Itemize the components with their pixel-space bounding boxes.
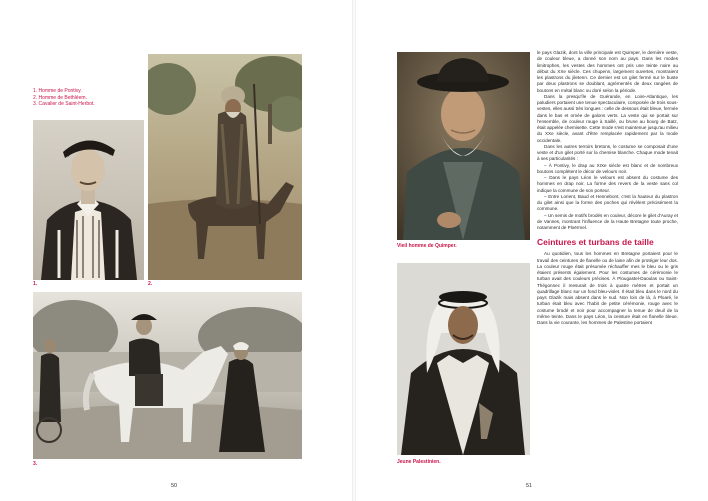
page-number: 51	[526, 483, 533, 489]
body-paragraph: – Entre Lorient, Baud et Hennebont, c'est la hauteur du plastron du gilet ainsi que la forme des poches qui révèlent précisément la commune.	[537, 193, 678, 212]
photo-caption-list	[33, 88, 95, 108]
body-paragraph: Dans la presqu'île de Guérande, en Loire-Atlantique, les paludiers portaient une tenue spectaculaire, composée de trois sous-vestes, elles aussi très longues : celle de dessous était bleue, fermée dans le bas et ornée de galons verts. La veste qui se portait sur l'ensemble, de couleur rouge à Saillé, ou brune au bourg de Batz, était appelée chemisette. Cette mode s'est maintenue jusqu'au milieu du XXe siècle, avant d'être remplacée rapidement par la mode occidentale.	[537, 93, 678, 143]
photo-man-bethlehem	[148, 54, 302, 280]
body-paragraph: Dans les autres terroirs bretons, le costume se composait d'une veste et d'un gilet porté sur la chemise blanche. Chaque mode tenait à ses particularités :	[537, 143, 678, 162]
photo-man-pontivy	[33, 120, 144, 280]
section-heading: Ceintures et turbans de taille	[537, 237, 654, 248]
photo-rider-saint-herbot	[33, 292, 302, 459]
photo-label: 2.	[148, 281, 153, 287]
body-text-column	[537, 50, 678, 326]
body-paragraph: – Dans le pays Léon le velours est absent du costume des hommes en drap noir. La forme des revers de la veste sans col indique la commune de son porteur.	[537, 175, 678, 193]
photo-caption: Vieil homme de Quimper.	[397, 243, 457, 249]
caption-item: 1. Homme de Pontivy.	[33, 88, 82, 94]
caption-item: 3. Cavalier de Saint-Herbot.	[33, 101, 95, 107]
body-paragraph: – À Pontivy, le drap au XIXe siècle est blanc et de nombreux boutons complètent le décor de velours noir.	[537, 162, 678, 174]
caption-item: 2. Homme de Bethléem.	[33, 94, 87, 101]
body-paragraph: Au quotidien, tous les hommes en Bretagne portaient pour le travail des ceintures de flanelle ou de laine afin de protéger leur dos. La couleur rouge était présumée réchauffer mes le bleu ou le gris étaient présents également. Pour les costumes de cérémonie le turban avait des couleurs précises. À Plougastel-Daoulas ou Saint-Thégonnec il mesurait de trois à quatre mètres et portait un quadrillage blanc sur un fond bleu-violet. Il était bleu dans le nord du pays Glazik mais absent dans le sud. Non loin de là, à Ploaré, le turban était bleu avec l'habit de petite cérémonie, rouge avec le costume brodé et noir pour accompagner la tenue de deuil de la même teinte. Dans le pays Léon, la ceinture était en flanelle bleue. Dans la vie courante, les hommes de Palestine portaient	[537, 251, 678, 325]
photo-old-man-quimper	[397, 52, 530, 240]
photo-caption: Jeune Palestinien.	[397, 459, 441, 465]
body-paragraph: – Un semis de motifs brodés en couleur, décore le gilet d'Auray et de Vannes, montrant l'influence de la Haute Bretagne toute proche, notamment de Ploërmel.	[537, 212, 678, 230]
photo-label: 1.	[33, 281, 38, 287]
page-number: 50	[171, 483, 178, 489]
photo-young-palestinian	[397, 263, 530, 455]
photo-label: 3.	[33, 461, 38, 467]
body-paragraph: le pays Glazik, dont la ville principale est Quimper, le dernière veste, de couleur bleue, a donné son nom au pays. Dans les modes limitrophes, les vestes des hommes ont pris une teinte noire au début du XXe siècle. Ces chupenn, largement ouvertes, montraient les plastrons du jiletenn. Ce dernier est un gilet fermé sur le buste par deux plastrons se doublant, agrémentés de deux rangées de boutons en métal blanc ou doré selon la période.	[537, 50, 678, 93]
